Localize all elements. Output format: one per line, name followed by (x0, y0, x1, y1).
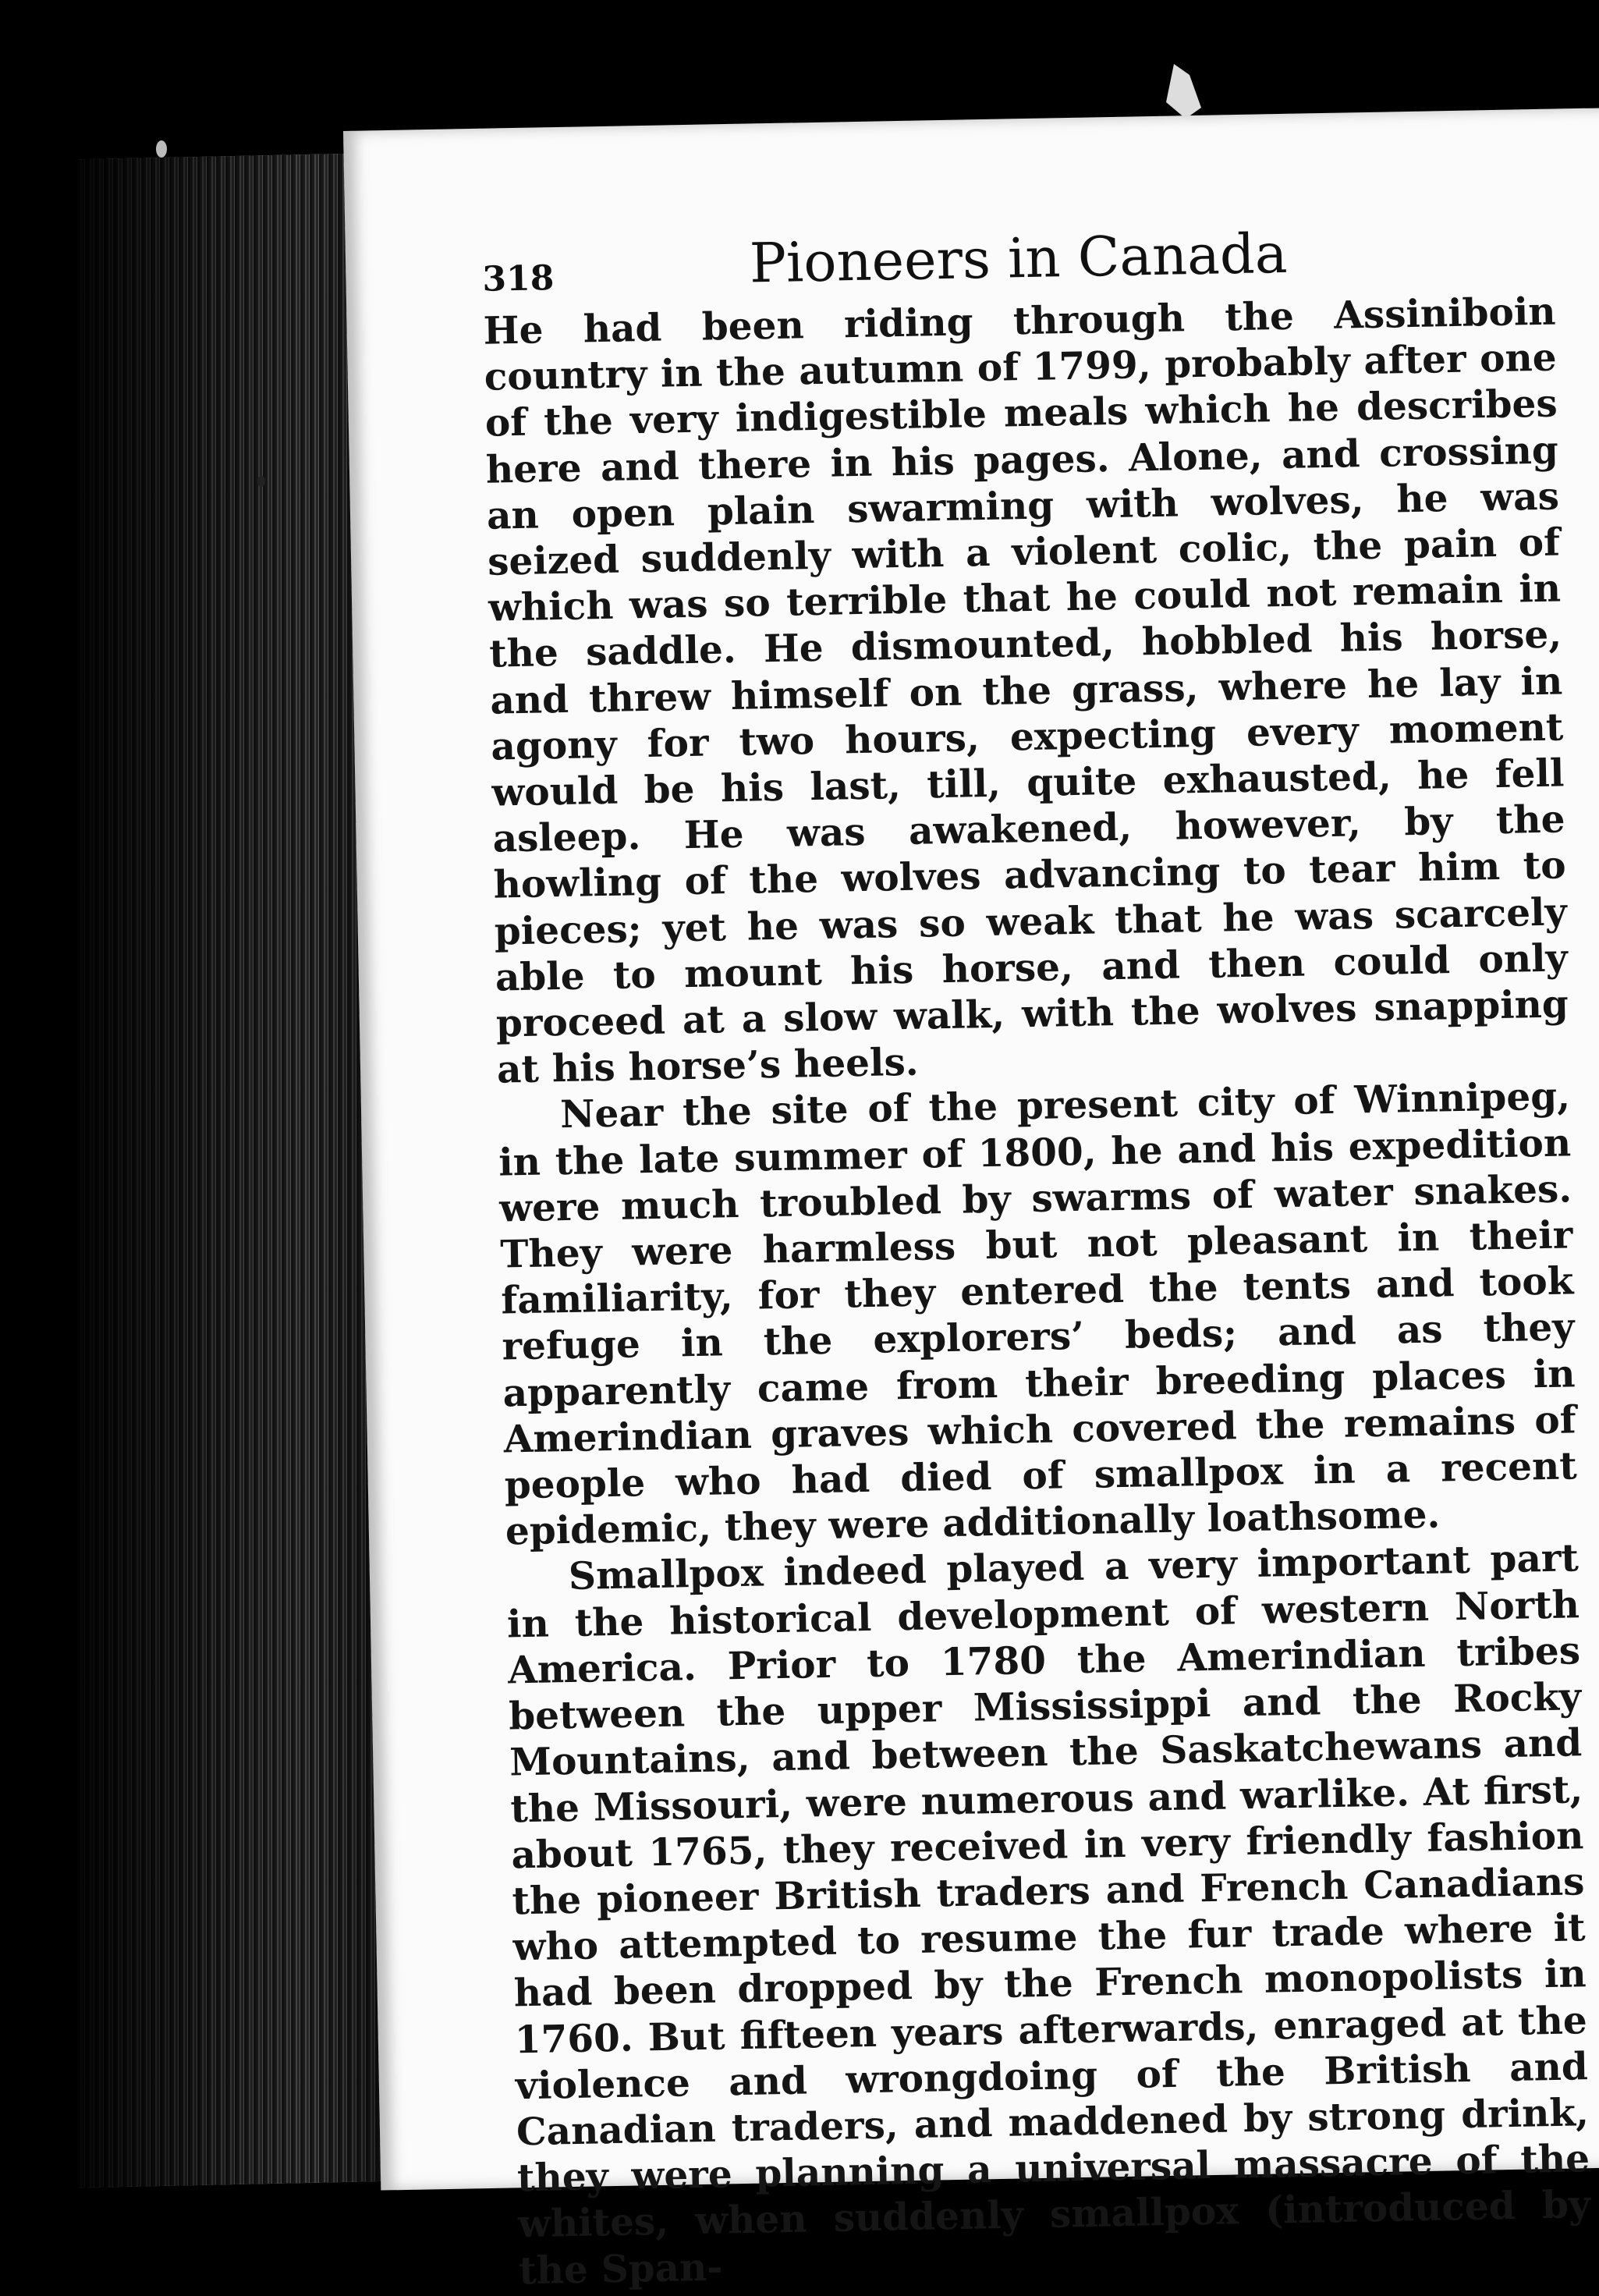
page-content (481, 203, 1591, 2294)
paragraph-2: Near the site of the present city of Winnipeg, in the late summer of 1800, he and his expedition were much troubled by swarms of water snakes. They were harmless but not pleasant in their familiarity, for they entered the tents and took refuge in the explorers’ beds; and as they apparently came from their breeding places in Amerindian graves which covered the remains of people who had died of smallpox in a recent epidemic, they were additionally loathsome. (498, 1073, 1578, 1554)
paragraph-1: He had been riding through the Assiniboin country in the autumn of 1799, probably after one of the very indigestible meals which he describes here and there in his pages. Alone, and crossing an open plain swarming with wolves, he was seized suddenly with a violent colic, the pain of which was so terrible that he could not remain in the saddle. He dismounted, hobbled his horse, and threw himself on the grass, where he lay in agony for two hours, expecting every moment would be his last, till, quite exhausted, he fell asleep. He was awakened, however, by the howling of the wolves advancing to tear him to pieces; yet he was so weak that he was scarcely able to mount his horse, and then could only proceed at a slow walk, with the wolves snapping at his horse’s heels. (483, 289, 1569, 1092)
book-page (343, 108, 1599, 2293)
paragraph-3: Smallpox indeed played a very important part in the historical development of western North America. Prior to 1780 the Amerindian tribes between the upper Mississippi and the Rocky Mountains, and between the Saskatchewans and the Missouri, were numerous and warlike. At first, about 1765, they received in very friendly fashion the pioneer British traders and French Canadians who attempted to resume the fur trade where it had been dropped by the French monopolists in 1760. But fifteen years afterwards, enraged at the violence and wrongdoing of the British and Canadian traders, and maddened by strong drink, they were planning a universal massacre of the whites, when suddenly smallpox (introduced by the Span- (506, 1535, 1591, 2293)
running-title: Pioneers in Canada (749, 221, 1289, 296)
scan-speck (257, 476, 265, 487)
page-tear (1162, 64, 1201, 119)
page-number: 318 (482, 258, 555, 300)
book-edge (78, 153, 390, 2188)
body-text (483, 289, 1591, 2294)
scan-speck (156, 140, 167, 158)
